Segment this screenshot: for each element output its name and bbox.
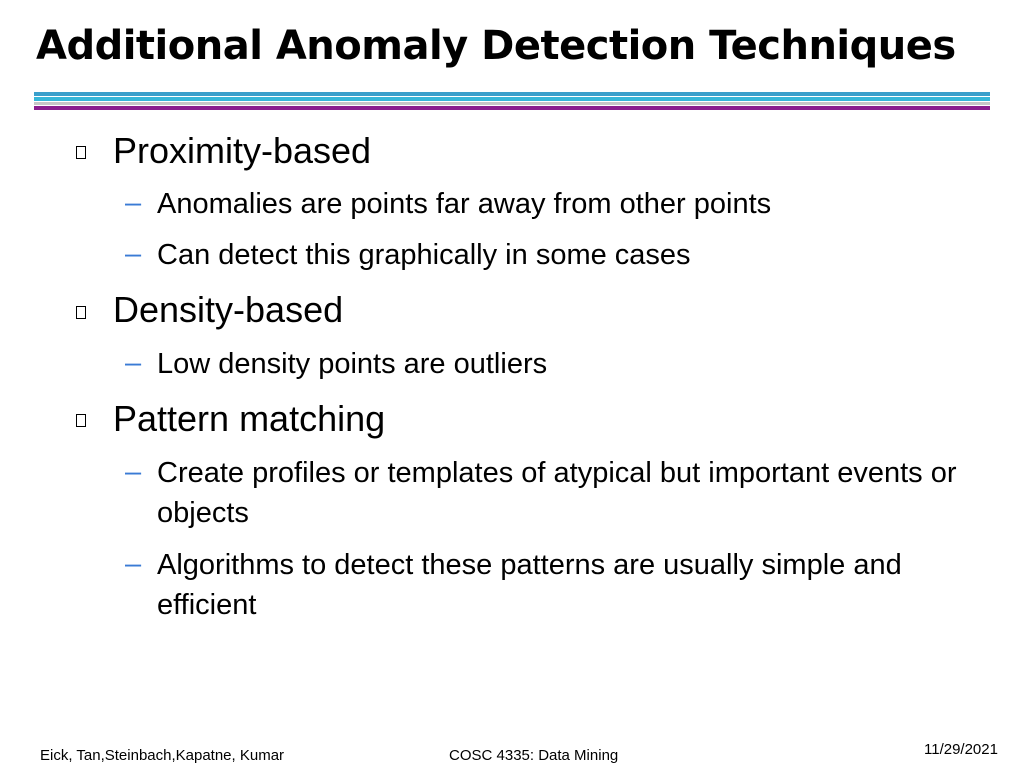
bullet-text: Proximity-based	[113, 130, 372, 171]
sub-bullet-text: Anomalies are points far away from other points	[157, 188, 772, 220]
bullet-text: Pattern matching	[113, 398, 386, 439]
dash-icon: –	[125, 456, 142, 488]
dash-icon: –	[125, 347, 142, 379]
bullet-box-icon	[76, 414, 86, 427]
footer-date: 11/29/2021	[924, 741, 998, 758]
bullet-box-icon	[76, 146, 86, 159]
bullet-text: Density-based	[113, 289, 344, 330]
footer-course: COSC 4335: Data Mining	[449, 747, 619, 764]
footer-authors: Eick, Tan,Steinbach,Kapatne, Kumar	[40, 747, 285, 764]
dash-icon: –	[125, 548, 142, 580]
bullet-box-icon	[76, 306, 86, 319]
sub-bullet-text: Low density points are outliers	[157, 348, 548, 380]
dash-icon: –	[125, 187, 142, 219]
slide-title: Additional Anomaly Detection Techniques	[36, 23, 956, 69]
sub-bullet-text: Algorithms to detect these patterns are usually simple and efficient	[157, 549, 902, 621]
sub-bullet-text: Create profiles or templates of atypical but important events or objects	[157, 457, 957, 529]
dash-icon: –	[125, 238, 142, 270]
sub-bullet-text: Can detect this graphically in some cases	[157, 239, 691, 271]
